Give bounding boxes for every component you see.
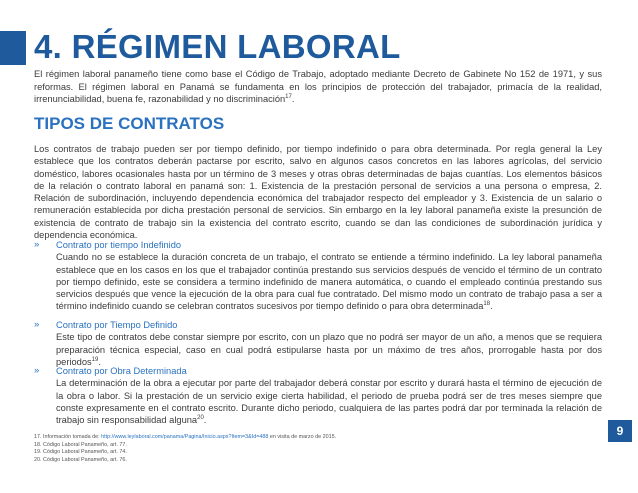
footnote-20 — [34, 457, 554, 465]
bullet-heading: Contrato por tiempo Indefinido — [56, 240, 182, 250]
bullet-text — [56, 377, 602, 426]
footnote-ref-20: 20 — [197, 415, 204, 422]
intro-paragraph — [34, 68, 602, 106]
footnote-text: 20. Código Laboral Panameño, art. 76. — [34, 456, 127, 463]
bullet-item-project — [34, 365, 602, 426]
title-accent-bar — [0, 31, 26, 65]
bullet-text-content: Este tipo de contratos debe constar siempre por escrito, con un plazo que no podrá ser mayor de un año, a menos que se requiera preparación técnica especial, caso en cual podrá estipularse hasta por un máximo de tres años, prorrogable hasta por dos periodos — [56, 332, 602, 367]
bullet-text — [56, 251, 602, 312]
footnotes — [34, 434, 554, 464]
bullet-text-content: La determinación de la obra a ejecutar por parte del trabajador deberá constar por escrito y durará hasta el término de ejecución de la obra o labor. Si la prestación de un servicio exige cierta habilidad, el periodo de prueba podrá ser de tres meses siempre que conste expresamente en el contrato escrito. Durante dicho periodo, cualquiera de las partes podrá dar por terminada la relación de trabajo sin responsabilidad alguna — [56, 378, 602, 426]
contracts-paragraph: Los contratos de trabajo pueden ser por tiempo definido, por tiempo indefinido o para obra determinada. Por regla general la Ley establece que los contratos deberán pactarse por escrito, salvo en algunos casos concretos en las labores agrícolas, del servicio doméstico, labores ocasionales hasta por un término de 3 meses y otras obras determinadas de bajas cuantías. Los elementos básicos de la relación o contrato laboral en panamá son: 1. Existencia de la prestación personal de servicios a una persona o empresa, 2. Relación de subordinación, incluyendo dependencia económica del trabajador respecto del empleador y 3. Existencia de un salario o remuneración establecida por dicha prestación personal de servicios. Sin embargo en la ley laboral panameña existe la presunción de existencia de contrato de trabajo sin la existencia del contrato escrito, cuando se dan las condiciones de subordinación jurídica y dependencia económica. — [34, 144, 602, 241]
footnote-17 — [34, 434, 554, 442]
bullet-text-end: . — [490, 301, 493, 312]
page-number: 9 — [608, 420, 632, 442]
bullet-heading: Contrato por Tiempo Definido — [56, 320, 178, 330]
footnote-ref-17: 17 — [285, 94, 292, 101]
intro-end: . — [291, 94, 295, 105]
footnote-ref-19: 19 — [91, 356, 99, 363]
bullet-item-indefinite — [34, 239, 602, 313]
bullet-text — [56, 331, 602, 368]
footnote-text: 18. Código Laboral Panameño, art. 77. — [34, 441, 127, 448]
bullet-marker: » — [34, 319, 40, 330]
bullet-marker: » — [34, 365, 40, 376]
bullet-heading: Contrato por Obra Determinada — [56, 366, 187, 376]
bullet-marker: » — [34, 239, 40, 250]
footnote-19 — [34, 449, 554, 457]
bullet-text-end: . — [203, 415, 207, 426]
intro-text: El régimen laboral panameño tiene como base el Código de Trabajo, adoptado mediante Decreto de Gabinete No 152 de 1971, y sus reformas. El régimen laboral en Panamá se fundamenta en los principios de protección del trabajador, primacía de la realidad, irrenunciabilidad, buena fe, razonabilidad y no discriminación — [34, 69, 602, 105]
bullet-item-definite — [34, 319, 602, 368]
footnote-suffix: en visita de marzo de 2015. — [268, 434, 337, 440]
footnote-18 — [34, 442, 554, 450]
footnote-link[interactable]: http://www.leylaboral.com/panama/Pagina/Inicio.aspx?Item=3&Id=488 — [101, 434, 269, 440]
footnote-text: 17. Información tomada de: — [34, 434, 102, 440]
bullet-text-end: . — [98, 356, 101, 367]
page-title: 4. RÉGIMEN LABORAL — [34, 28, 401, 65]
bullet-text-content: Cuando no se establece la duración concreta de un trabajo, el contrato se entiende a término indefinido. La ley laboral panameña establece que en los casos en los que el trabajador continúa prestando sus servicios después de vencido el término de un contrato por tiempo definido, este se considera a termino indefinido de manera automática, o cuando el empleado continúa prestando sus servicios después que vence la ejecución de la obra para cual fue contratado. Del mismo modo un contrato de trabajo pasa a ser a término indefinido cuando se celebran contratos sucesivos por tiempo definido o para obra determinada — [56, 252, 602, 312]
footnote-text: 19. Código Laboral Panameño, art. 74. — [34, 449, 127, 456]
footnote-ref-18: 18 — [483, 301, 491, 308]
section-title-contracts: TIPOS DE CONTRATOS — [34, 114, 225, 133]
